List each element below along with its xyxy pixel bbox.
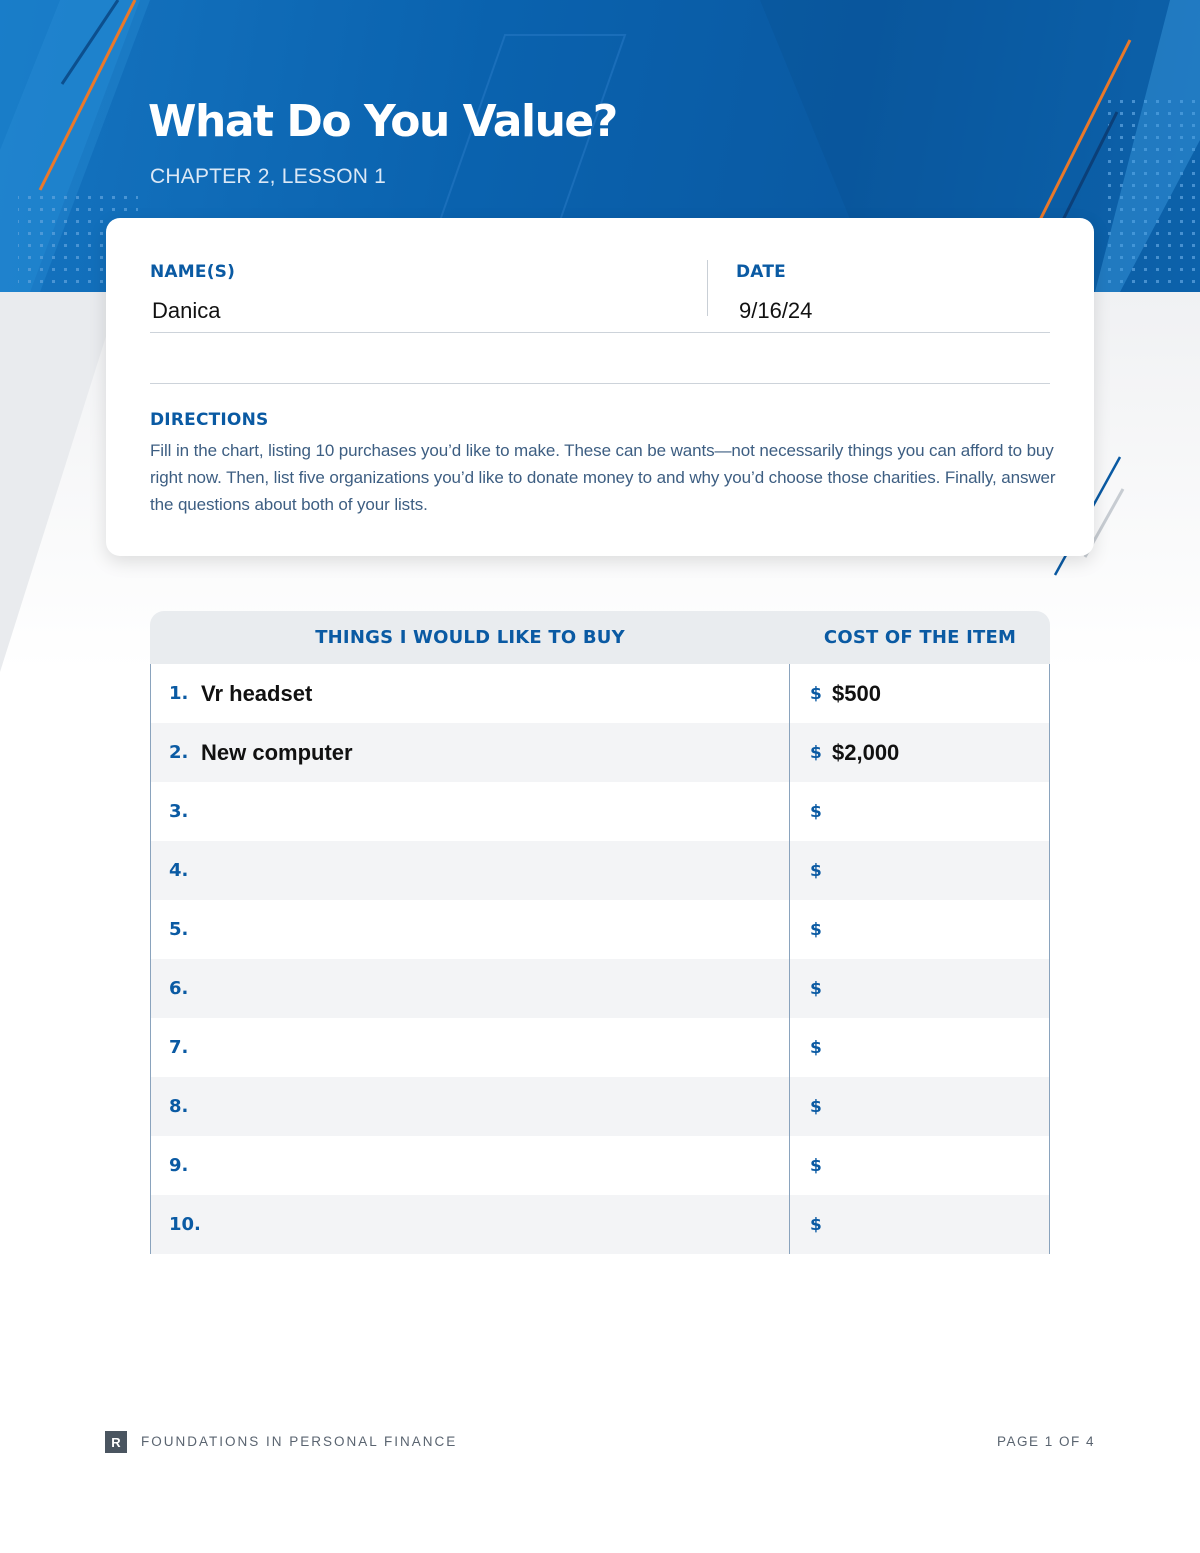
table-row: [150, 900, 1050, 959]
dollar-sign: $: [810, 1155, 822, 1176]
directions-text: Fill in the chart, listing 10 purchases you’d like to make. These can be wants—not necessarily things you can afford to buy right now. Then, list five organizations you’d like to donate money to and why you’d choose those charities. Finally, answer the questions about both of your lists.: [150, 441, 1056, 514]
item-cell[interactable]: [150, 959, 790, 1018]
item-cell[interactable]: [150, 1077, 790, 1136]
dollar-sign: $: [810, 860, 822, 881]
brand-logo-icon: R: [105, 1431, 127, 1453]
table-row: [150, 664, 1050, 723]
table-row: [150, 959, 1050, 1018]
cost-value: $500: [832, 680, 881, 706]
cost-cell[interactable]: [790, 664, 1050, 723]
row-number: 5.: [169, 919, 189, 940]
page-subtitle: CHAPTER 2, LESSON 1: [150, 165, 387, 188]
dollar-sign: $: [810, 742, 822, 763]
cost-cell[interactable]: [790, 782, 1050, 841]
field-divider: [707, 260, 708, 316]
footer-course-name: FOUNDATIONS IN PERSONAL FINANCE: [141, 1434, 458, 1449]
row-number: 3.: [169, 801, 189, 822]
row-number: 2.: [169, 742, 189, 763]
table-body: [150, 664, 1050, 1254]
item-cell[interactable]: [150, 723, 790, 782]
row-number: 7.: [169, 1037, 189, 1058]
table-row: [150, 841, 1050, 900]
table-row: [150, 1077, 1050, 1136]
dollar-sign: $: [810, 1214, 822, 1235]
section-divider: [150, 383, 1050, 384]
dollar-sign: $: [810, 1096, 822, 1117]
row-number: 1.: [169, 683, 189, 704]
cost-cell[interactable]: [790, 959, 1050, 1018]
name-underline: [150, 332, 1050, 333]
cost-cell[interactable]: [790, 1077, 1050, 1136]
column-header-cost: COST OF THE ITEM: [823, 627, 1017, 648]
cost-cell[interactable]: [790, 900, 1050, 959]
table-header: [150, 611, 1050, 664]
info-card: [106, 218, 1094, 556]
cost-cell[interactable]: [790, 723, 1050, 782]
dollar-sign: $: [810, 801, 822, 822]
item-cell[interactable]: [150, 900, 790, 959]
date-field[interactable]: 9/16/24: [739, 298, 813, 323]
table-row: [150, 782, 1050, 841]
cost-cell[interactable]: [790, 1018, 1050, 1077]
cost-cell[interactable]: [790, 1195, 1050, 1254]
directions-label: DIRECTIONS: [150, 410, 269, 430]
dollar-sign: $: [810, 1037, 822, 1058]
item-value: Vr headset: [201, 680, 313, 706]
row-number: 4.: [169, 860, 189, 881]
page-title: What Do You Value?: [148, 96, 617, 147]
table-row: [150, 1018, 1050, 1077]
cost-cell[interactable]: [790, 841, 1050, 900]
dollar-sign: $: [810, 978, 822, 999]
dollar-sign: $: [810, 919, 822, 940]
column-header-item: THINGS I WOULD LIKE TO BUY: [315, 627, 625, 648]
table-row: [150, 1136, 1050, 1195]
cost-value: $2,000: [832, 739, 900, 765]
name-label: NAME(S): [150, 262, 236, 282]
item-cell[interactable]: [150, 782, 790, 841]
row-number: 6.: [169, 978, 189, 999]
item-cell[interactable]: [150, 1136, 790, 1195]
row-number: 8.: [169, 1096, 189, 1117]
date-label: DATE: [736, 262, 786, 282]
row-number: 9.: [169, 1155, 189, 1176]
item-cell[interactable]: [150, 1018, 790, 1077]
dollar-sign: $: [810, 683, 822, 704]
table-row: [150, 1195, 1050, 1254]
item-cell[interactable]: [150, 1195, 790, 1254]
name-field[interactable]: Danica: [152, 298, 221, 323]
row-number: 10.: [169, 1214, 201, 1235]
item-cell[interactable]: [150, 664, 790, 723]
item-value: New computer: [201, 739, 353, 765]
item-cell[interactable]: [150, 841, 790, 900]
footer-page-number: PAGE 1 OF 4: [996, 1434, 1095, 1449]
purchase-table: [150, 611, 1050, 1254]
table-row: [150, 723, 1050, 782]
cost-cell[interactable]: [790, 1136, 1050, 1195]
